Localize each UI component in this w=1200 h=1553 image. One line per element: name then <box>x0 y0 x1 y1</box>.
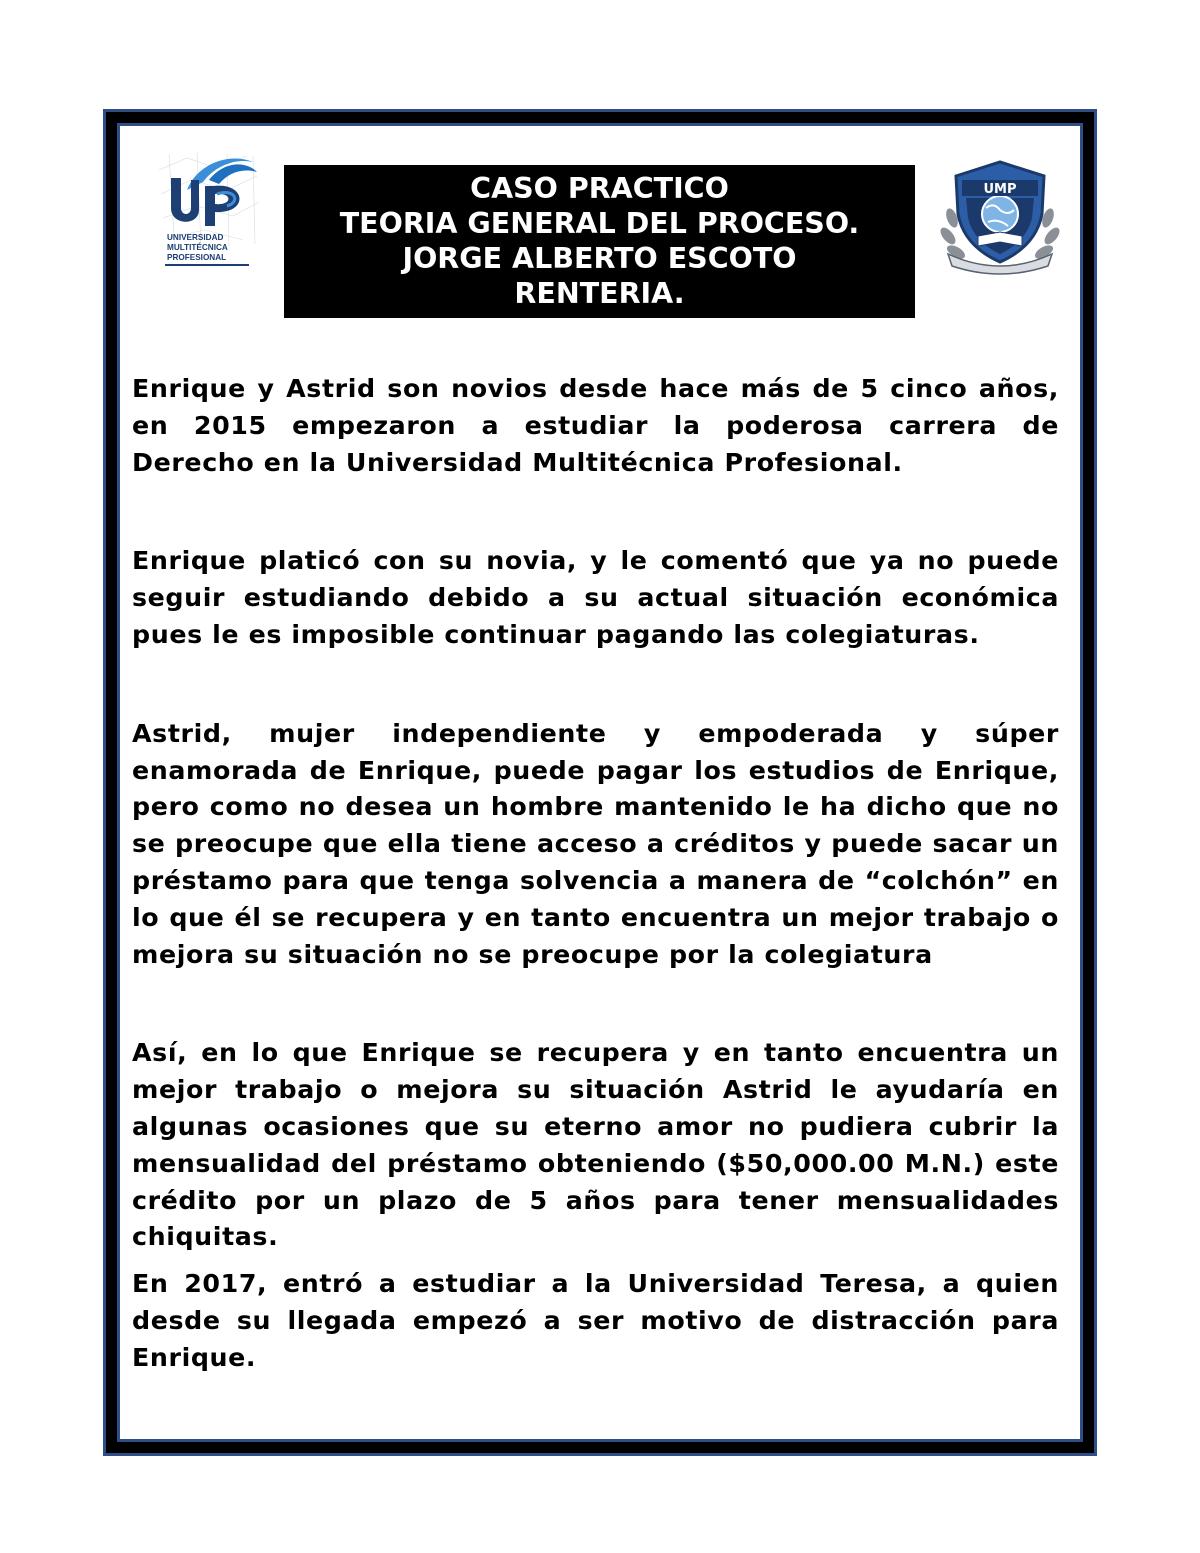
title-box <box>284 165 915 318</box>
logo-left-line-3: PROFESIONAL <box>167 253 227 262</box>
title-line-1: CASO PRACTICO <box>470 172 729 205</box>
paragraph-5: En 2017, entró a estudiar a la Universidad Teresa, a quien desde su llegada empezó a ser motivo de distracción para Enrique. <box>132 1269 1059 1372</box>
paragraph-4: Así, en lo que Enrique se recupera y en tanto encuentra un mejor trabajo o mejora su situación Astrid le ayudaría en algunas ocasiones que su eterno amor no pudiera cubrir la mensualidad del préstamo obteniendo ($50,000.00 M.N.) este crédito por un plazo de 5 años para tener mensualidades chiquitas. <box>132 1038 1059 1252</box>
title-line-4: RENTERIA. <box>514 277 685 310</box>
case-body <box>132 371 1059 1377</box>
paragraph-1: Enrique y Astrid son novios desde hace más de 5 cinco años, en 2015 empezaron a estudiar la poderosa carrera de Derecho en la Universidad Multitécnica Profesional. <box>132 374 1059 477</box>
paragraph-3: Astrid, mujer independiente y empoderada y súper enamorada de Enrique, puede pagar los estudios de Enrique, pero como no desea un hombre mantenido le ha dicho que no se preocupe que ella tiene acceso a créditos y puede sacar un préstamo para que tenga solvencia a manera de “colchón” en lo que él se recupera y en tanto encuentra un mejor trabajo o mejora su situación no se preocupe por la colegiatura <box>132 718 1059 969</box>
title-line-3: JORGE ALBERTO ESCOTO <box>402 242 797 275</box>
paragraph-2: Enrique platicó con su novia, y le comentó que ya no puede seguir estudiando debido a su actual situación económica pues le es imposible continuar pagando las colegiaturas. <box>132 546 1059 649</box>
logo-left-line-2: MULTITÉCNICA <box>167 243 228 252</box>
ump-shield-emblem <box>938 158 1062 276</box>
title-line-2: TEORIA GENERAL DEL PROCESO. <box>339 207 860 240</box>
logo-left-line-1: UNIVERSIDAD <box>167 233 224 242</box>
ump-university-logo <box>157 150 261 274</box>
emblem-label: UMP <box>983 182 1017 197</box>
